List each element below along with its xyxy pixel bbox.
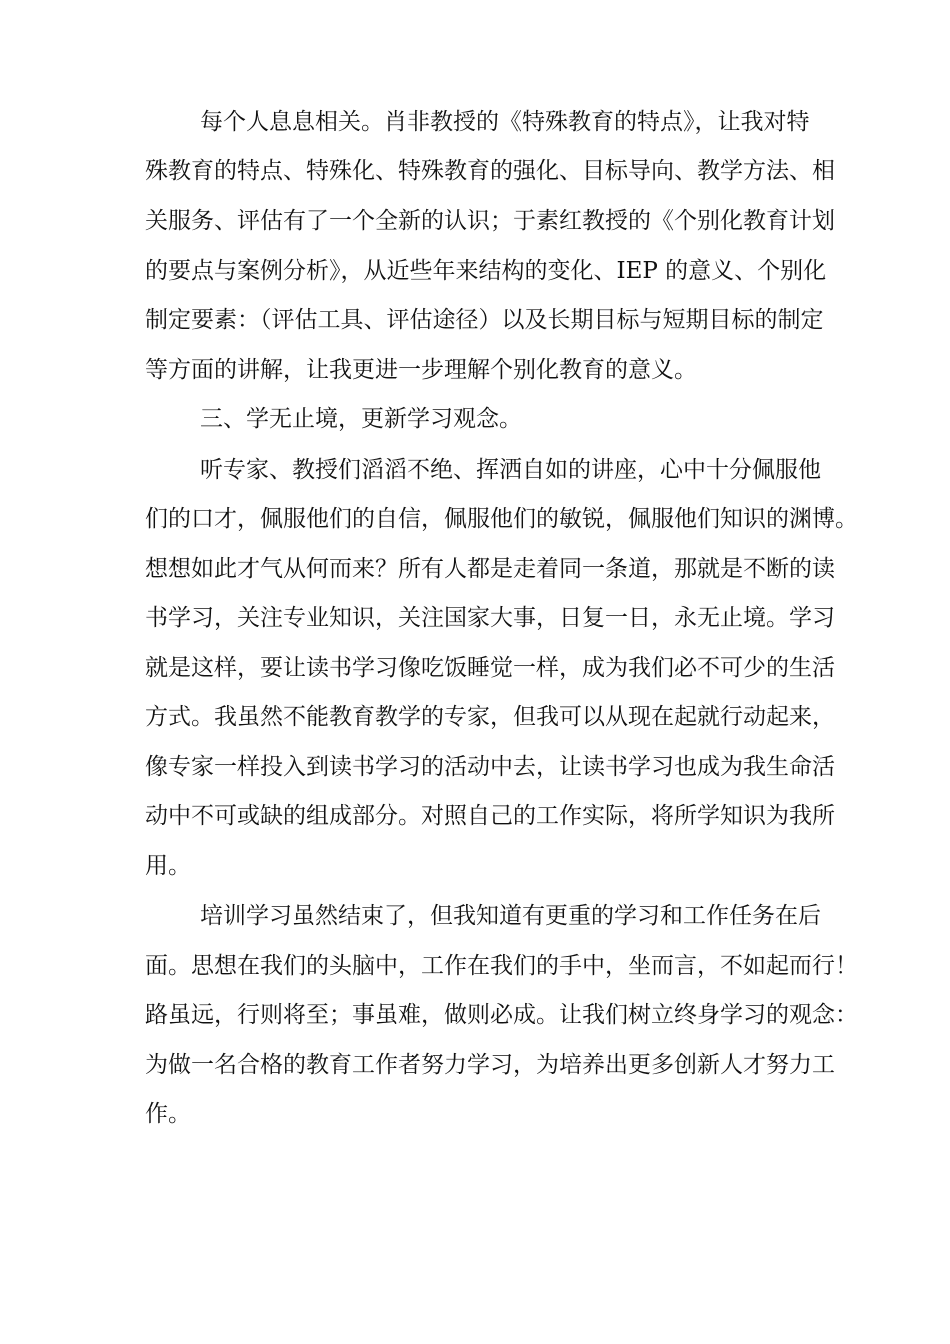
text-line: 像专家一样投入到读书学习的活动中去，让读书学习也成为我生命活	[145, 754, 835, 780]
text-line: 动中不可或缺的组成部分。对照自己的工作实际，将所学知识为我所	[145, 803, 835, 829]
text-line: 为做一名合格的教育工作者努力学习，为培养出更多创新人才努力工	[145, 1052, 835, 1078]
text-line: 方式。我虽然不能教育教学的专家，但我可以从现在起就行动起来，	[145, 704, 835, 730]
text-line: 关服务、评估有了一个全新的认识；于素红教授的《个别化教育计划	[145, 208, 835, 234]
text-line: 听专家、教授们滔滔不绝、挥洒自如的讲座，心中十分佩服他	[200, 457, 821, 483]
text-line: 殊教育的特点、特殊化、特殊教育的强化、目标导向、教学方法、相	[145, 158, 835, 184]
text-line: 书学习，关注专业知识，关注国家大事，日复一日，永无止境。学习	[145, 605, 835, 631]
text-line: 等方面的讲解，让我更进一步理解个别化教育的意义。	[145, 357, 697, 383]
section-heading: 三、学无止境，更新学习观念。	[200, 406, 522, 432]
text-line: 每个人息息相关。肖非教授的《特殊教育的特点》，让我对特	[200, 109, 810, 135]
text-line: 的要点与案例分析》，从近些年来结构的变化、IEP 的意义、个别化	[145, 258, 827, 284]
text-line: 就是这样，要让读书学习像吃饭睡觉一样，成为我们必不可少的生活	[145, 655, 835, 681]
text-line: 培训学习虽然结束了，但我知道有更重的学习和工作任务在后	[200, 903, 821, 929]
text-line: 路虽远，行则将至；事虽难，做则必成。让我们树立终身学习的观念：	[145, 1002, 858, 1028]
text-line: 面。思想在我们的头脑中，工作在我们的手中，坐而言，不如起而行！	[145, 953, 858, 979]
text-line: 制定要素：（评估工具、评估途径）以及长期目标与短期目标的制定	[145, 307, 824, 333]
text-line: 想想如此才气从何而来？所有人都是走着同一条道，那就是不断的读	[145, 556, 835, 582]
text-line: 用。	[145, 853, 191, 879]
text-line: 们的口才，佩服他们的自信，佩服他们的敏锐，佩服他们知识的渊博。	[145, 506, 858, 532]
text-line: 作。	[145, 1101, 191, 1127]
